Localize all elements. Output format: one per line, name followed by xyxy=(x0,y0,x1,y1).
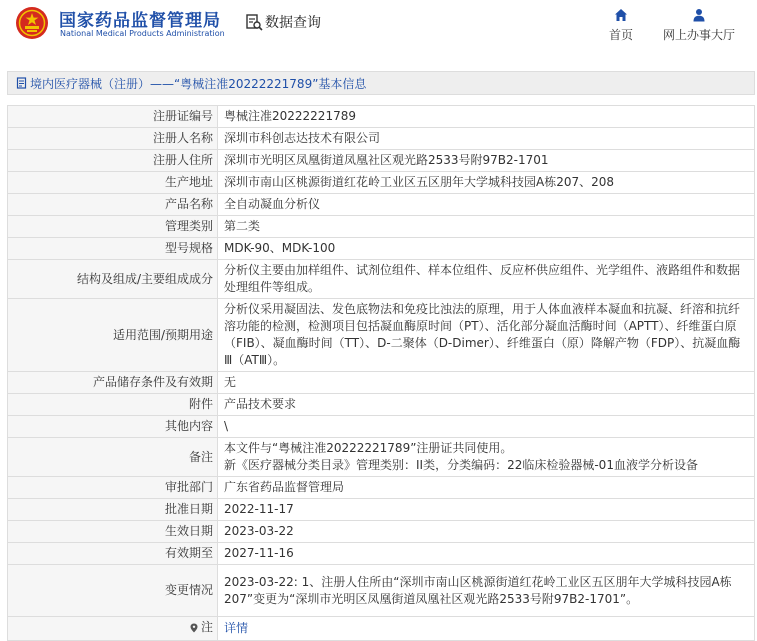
row-value: 产品技术要求 xyxy=(218,394,755,416)
site-header xyxy=(0,0,757,56)
row-label: 其他内容 xyxy=(8,416,218,438)
table-row xyxy=(8,106,755,128)
record-title-bar xyxy=(7,71,755,95)
row-label: 审批部门 xyxy=(8,477,218,499)
user-icon xyxy=(692,8,706,22)
row-value xyxy=(218,617,755,641)
document-icon xyxy=(16,77,28,89)
row-label: 批准日期 xyxy=(8,499,218,521)
table-row xyxy=(8,565,755,617)
row-label: 附件 xyxy=(8,394,218,416)
table-row xyxy=(8,617,755,641)
row-label: 适用范围/预期用途 xyxy=(8,299,218,372)
row-value: 无 xyxy=(218,372,755,394)
national-emblem-icon xyxy=(15,6,49,40)
table-row xyxy=(8,521,755,543)
table-row xyxy=(8,260,755,299)
row-value: 深圳市光明区凤凰街道凤凰社区观光路2533号附97B2-1701 xyxy=(218,150,755,172)
row-label: 管理类别 xyxy=(8,216,218,238)
table-row xyxy=(8,128,755,150)
row-label: 生效日期 xyxy=(8,521,218,543)
table-row xyxy=(8,238,755,260)
row-value: 深圳市南山区桃源街道红花岭工业区五区朋年大学城科技园A栋207、208 xyxy=(218,172,755,194)
row-value: 分析仪主要由加样组件、试剂位组件、样本位组件、反应杯供应组件、光学组件、液路组件和数据处理组件等组成。 xyxy=(218,260,755,299)
row-value xyxy=(218,438,755,477)
nav-home-label: 首页 xyxy=(608,28,633,42)
remark-line: 本文件与“粤械注准20222221789”注册证共同使用。 xyxy=(224,441,513,455)
table-row xyxy=(8,438,755,477)
nav-service-hall-label: 网上办事大厅 xyxy=(662,28,735,42)
row-value: 分析仪采用凝固法、发色底物法和免疫比浊法的原理，用于人体血液样本凝血和抗凝、纤溶和抗纤溶功能的检测，检测项目包括凝血酶原时间（PT）、活化部分凝血活酶时间（APTT）、纤维蛋白原（FIB）、凝血酶时间（TT）、D-二聚体（D-Dimer）、纤维蛋白（原）降解产物（FDP）、抗凝血酶Ⅲ（ATⅢ）。 xyxy=(218,299,755,372)
row-value: MDK-90、MDK-100 xyxy=(218,238,755,260)
row-value: 粤械注准20222221789 xyxy=(218,106,755,128)
row-label: 型号规格 xyxy=(8,238,218,260)
data-query-link[interactable] xyxy=(245,12,321,32)
row-value: 第二类 xyxy=(218,216,755,238)
row-label: 注册人住所 xyxy=(8,150,218,172)
nav-service-hall[interactable] xyxy=(658,8,740,43)
table-row xyxy=(8,394,755,416)
table-row xyxy=(8,172,755,194)
row-label: 注册证编号 xyxy=(8,106,218,128)
details-link[interactable]: 详情 xyxy=(224,620,249,635)
row-value: 2023-03-22: 1、注册人住所由“深圳市南山区桃源街道红花岭工业区五区朋年大学城科技园A栋207”变更为“深圳市光明区凤凰街道凤凰社区观光路2533号附97B2-1701”。 xyxy=(218,565,755,617)
home-icon xyxy=(614,8,628,22)
location-pin-icon xyxy=(189,623,199,633)
record-title: 境内医疗器械（注册）——“粤械注准20222221789”基本信息 xyxy=(30,76,367,91)
row-value: 全自动凝血分析仪 xyxy=(218,194,755,216)
row-label: 产品储存条件及有效期 xyxy=(8,372,218,394)
row-label: 变更情况 xyxy=(8,565,218,617)
row-label: 产品名称 xyxy=(8,194,218,216)
row-label: 注册人名称 xyxy=(8,128,218,150)
data-search-icon xyxy=(245,13,263,31)
brand-subtitle: National Medical Products Administration xyxy=(60,29,225,38)
row-value: 深圳市科创志达技术有限公司 xyxy=(218,128,755,150)
table-row xyxy=(8,194,755,216)
row-label: 生产地址 xyxy=(8,172,218,194)
nav-home[interactable] xyxy=(605,8,637,43)
row-value: \ xyxy=(218,416,755,438)
table-row xyxy=(8,499,755,521)
table-row xyxy=(8,216,755,238)
note-label-text: 注 xyxy=(200,620,213,634)
row-value: 广东省药品监督管理局 xyxy=(218,477,755,499)
row-label: 有效期至 xyxy=(8,543,218,565)
table-row xyxy=(8,150,755,172)
brand-title: 国家药品监督管理局 xyxy=(59,11,221,31)
row-label: 备注 xyxy=(8,438,218,477)
table-row xyxy=(8,543,755,565)
detail-table xyxy=(7,105,755,641)
table-row xyxy=(8,372,755,394)
row-value: 2027-11-16 xyxy=(218,543,755,565)
table-row xyxy=(8,477,755,499)
table-row xyxy=(8,416,755,438)
row-value: 2023-03-22 xyxy=(218,521,755,543)
table-row xyxy=(8,299,755,372)
remark-line: 新《医疗器械分类目录》管理类别：II类，分类编码：22临床检验器械-01血液学分析设备 xyxy=(224,458,698,472)
data-query-label: 数据查询 xyxy=(265,15,321,31)
row-label xyxy=(8,617,218,641)
row-value: 2022-11-17 xyxy=(218,499,755,521)
note-label xyxy=(189,619,213,636)
row-label: 结构及组成/主要组成成分 xyxy=(8,260,218,299)
